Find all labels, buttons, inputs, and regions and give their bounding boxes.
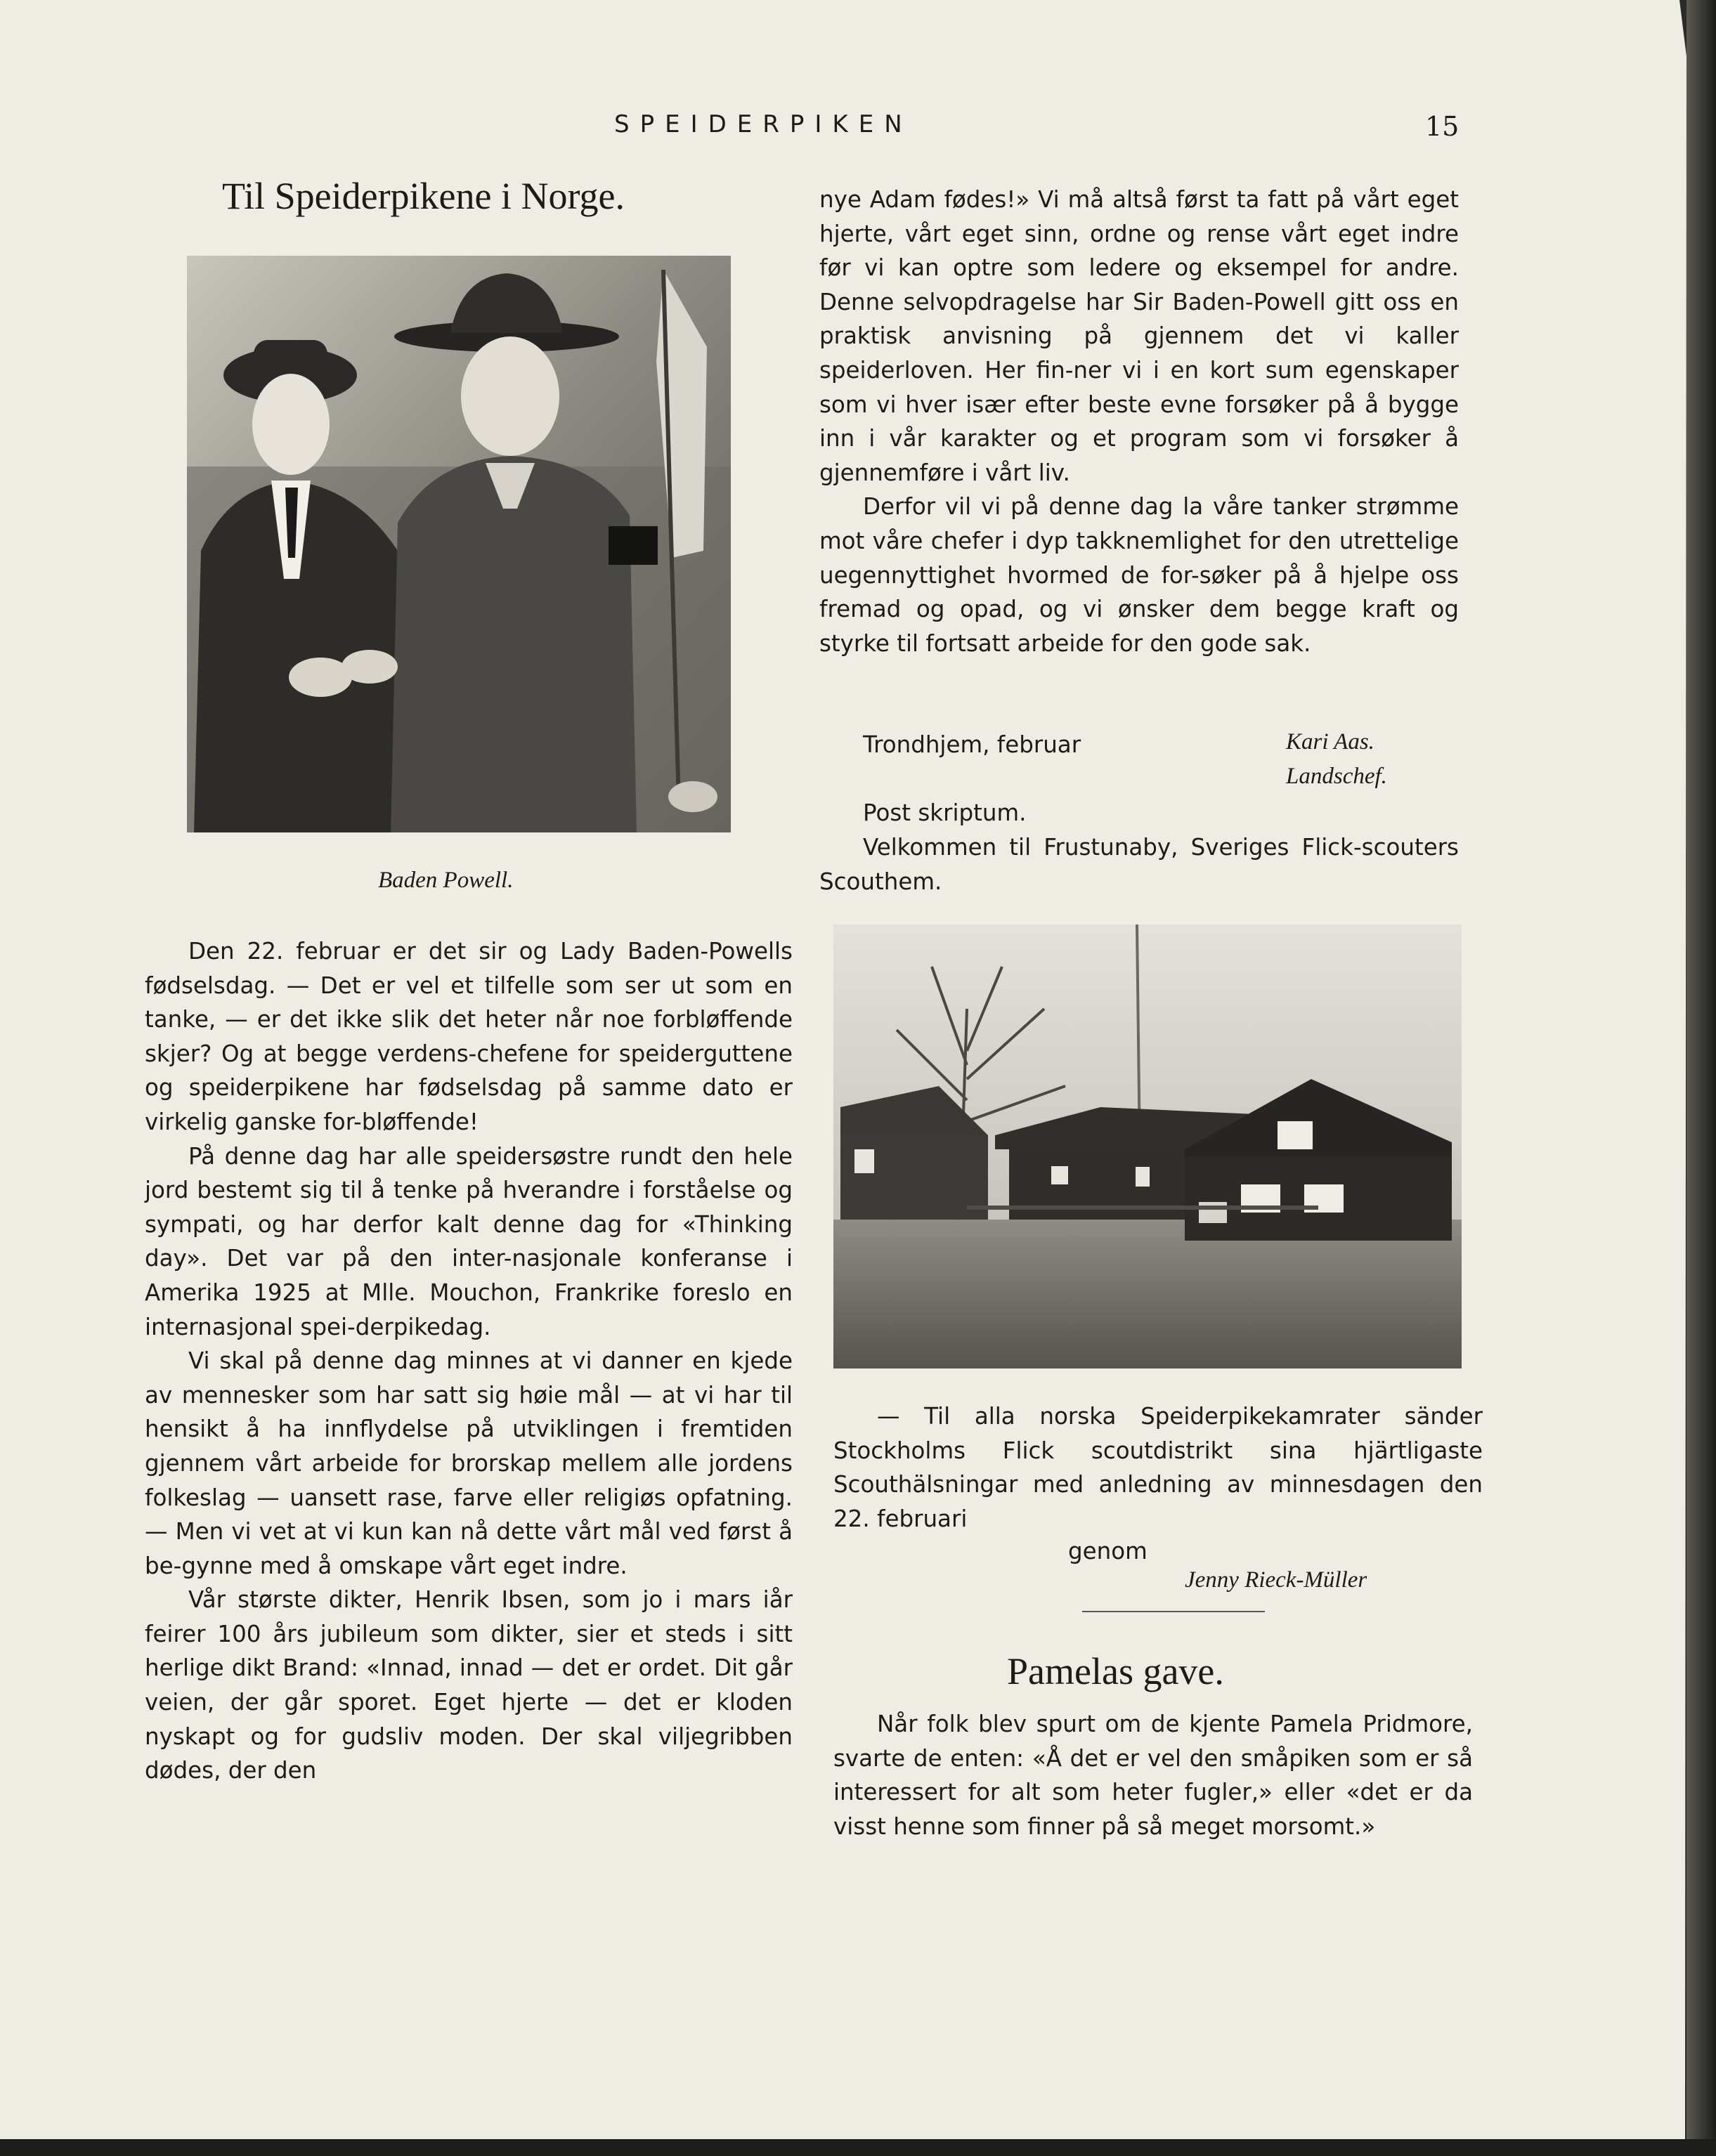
greeting-signature: Jenny Rieck-Müller — [1185, 1567, 1367, 1593]
right-column-text — [819, 183, 1459, 660]
article-title: Til Speiderpikene i Norge. — [222, 175, 625, 217]
page-number: 15 — [1425, 111, 1460, 142]
section-divider — [1082, 1611, 1265, 1612]
paragraph: Vår største dikter, Henrik Ibsen, som jo i mars iår feirer 100 års jubileum som dikter, sier et steds i sitt herlige dikt Brand: «Innad, innad — det er ordet. Dit går veien, der går sporet. Eget hjerte — det er kloden nyskapt og for gudsliv moden. Der skal viljegribben dødes, der den — [145, 1586, 793, 1784]
photo-caption: Baden Powell. — [378, 868, 514, 893]
postscript-text: Velkommen til Frustunaby, Sveriges Flick-scouters Scouthem. — [819, 834, 1459, 895]
greeting-text: — Til alla norska Speiderpikekamrater sänder Stockholms Flick scoutdistrikt sina hjärtligaste Scouthälsningar med anledning av minnesdagen den 22. februari — [833, 1403, 1483, 1532]
paragraph: nye Adam fødes!» Vi må altså først ta fatt på vårt eget hjerte, vårt eget sinn, ordne og rense vårt eget indre før vi kan optre som ledere og eksempel for andre. Denne selvopdragelse har Sir Baden-Powell gitt oss en praktisk anvisning på gjennem det vi kaller speiderloven. Her fin-ner vi i en kort sum egenskaper som vi hver især efter beste evne forsøker på å bygge inn i vår karakter og et program som vi forsøker å gjennemføre i vårt liv. — [819, 186, 1459, 486]
paragraph: Den 22. februar er det sir og Lady Baden-Powells fødselsdag. — Det er vel et tilfelle som ser ut som en tanke, — er det ikke slik det heter når noe forbløffende skjer? Og at begge verdens-chefene for speiderguttene og speiderpikene har fødselsdag på samme dato er virkelig ganske for-bløffende! — [145, 938, 793, 1135]
page-edge-shadow — [1686, 0, 1716, 2156]
paragraph: Derfor vil vi på denne dag la våre tanker strømme mot våre chefer i dyp takknemlighet for den utrettelige uegennyttighet hvormed de for-søker på å hjelpe oss fremad og opad, og vi ønsker dem begge kraft og styrke til fortsatt arbeide for den gode sak. — [819, 493, 1459, 657]
page-bottom-shadow — [0, 2139, 1716, 2156]
greeting-via: genom — [1068, 1538, 1148, 1564]
left-column-text — [145, 934, 793, 1788]
article2-text: Når folk blev spurt om de kjente Pamela Pridmore, svarte de enten: «Å det er vel den småpiken som er så interessert for alt som heter fugler,» eller «det er da visst henne som finner på så meget morsomt.» — [833, 1711, 1473, 1840]
article-title: Pamelas gave. — [1007, 1650, 1224, 1692]
paragraph: Vi skal på denne dag minnes at vi danner en kjede av mennesker som har satt sig høie mål — at vi har til hensikt å ha innflydelse på utviklingen i fremtiden gjennem vårt arbeide for brorskap mellem alle jordens folkeslag — uansett rase, farve eller religiøs opfatning. — Men vi vet at vi kun kan nå dette vårt mål ved først å be-gynne med å omskape vårt eget indre. — [145, 1347, 793, 1579]
signature-title: Landschef. — [1286, 764, 1387, 789]
scout-home-photo — [833, 925, 1462, 1368]
place-date: Trondhjem, februar — [863, 731, 1081, 758]
postscript-label: Post skriptum. — [863, 799, 1027, 826]
paragraph: På denne dag har alle speidersøstre rundt den hele jord bestemt sig til å tenke på hverandre i forståelse og sympati, og har derfor kalt denne dag for «Thinking day». Det var på den inter-nasjonale konferanse i Amerika 1925 at Mlle. Mouchon, Frankrike foreslo en internasjonal spei-derpikedag. — [145, 1142, 793, 1340]
baden-powell-photo — [187, 256, 731, 832]
running-head: SPEIDERPIKEN — [614, 110, 913, 138]
signature-name: Kari Aas. — [1286, 729, 1374, 754]
